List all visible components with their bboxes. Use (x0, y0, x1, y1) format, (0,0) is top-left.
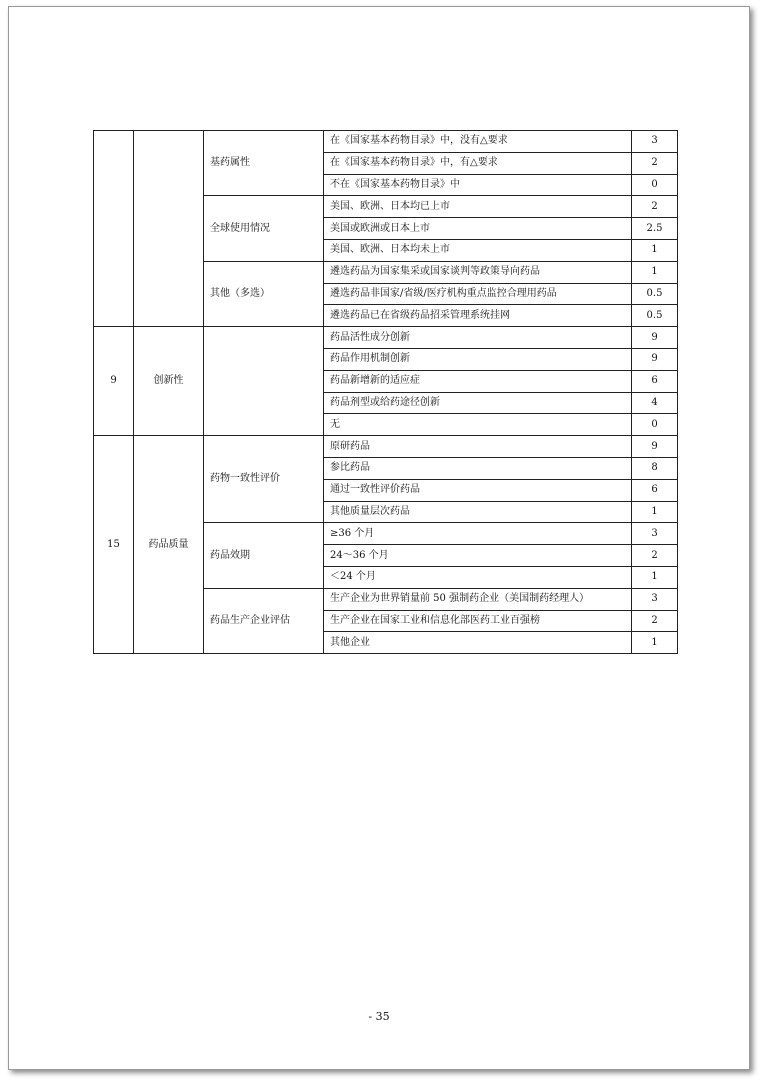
table-row (94, 131, 678, 153)
item-number-cell (94, 131, 134, 327)
score-cell: 1 (632, 261, 678, 283)
indicator-name-cell: 药品质量 (134, 436, 204, 654)
document-page (8, 6, 750, 1070)
criterion-cell: 药品剂型或给药途径创新 (324, 392, 632, 414)
score-cell: 3 (632, 523, 678, 545)
sub-indicator-cell (204, 327, 324, 436)
score-cell: 8 (632, 457, 678, 479)
score-cell: 0 (632, 414, 678, 436)
score-cell: 9 (632, 348, 678, 370)
criterion-cell: 药品作用机制创新 (324, 348, 632, 370)
table-row (94, 327, 678, 349)
indicator-name-cell: 创新性 (134, 327, 204, 436)
score-cell: 0 (632, 174, 678, 196)
criterion-cell: 无 (324, 414, 632, 436)
criterion-cell: ＜24 个月 (324, 566, 632, 588)
criterion-cell: 其他质量层次药品 (324, 501, 632, 523)
sub-indicator-cell: 全球使用情况 (204, 196, 324, 261)
score-cell: 1 (632, 501, 678, 523)
item-number-cell: 9 (94, 327, 134, 436)
score-cell: 9 (632, 327, 678, 349)
score-cell: 1 (632, 632, 678, 654)
sub-indicator-cell: 药品效期 (204, 523, 324, 588)
evaluation-table (93, 130, 678, 654)
score-cell: 2 (632, 610, 678, 632)
score-cell: 3 (632, 131, 678, 153)
criterion-cell: 生产企业在国家工业和信息化部医药工业百强榜 (324, 610, 632, 632)
score-cell: 2 (632, 152, 678, 174)
criterion-cell: 参比药品 (324, 457, 632, 479)
criterion-cell: 不在《国家基本药物目录》中 (324, 174, 632, 196)
score-cell: 2 (632, 196, 678, 218)
sub-indicator-cell: 其他（多选） (204, 261, 324, 326)
criterion-cell: ≥36 个月 (324, 523, 632, 545)
item-number-cell: 15 (94, 436, 134, 654)
score-cell: 3 (632, 588, 678, 610)
indicator-name-cell (134, 131, 204, 327)
criterion-cell: 遴选药品为国家集采或国家谈判等政策导向药品 (324, 261, 632, 283)
criterion-cell: 遴选药品非国家/省级/医疗机构重点监控合理用药品 (324, 283, 632, 305)
sub-indicator-cell: 基药属性 (204, 131, 324, 196)
criterion-cell: 遴选药品已在省级药品招采管理系统挂网 (324, 305, 632, 327)
criterion-cell: 原研药品 (324, 436, 632, 458)
criterion-cell: 药品新增新的适应症 (324, 370, 632, 392)
score-cell: 9 (632, 436, 678, 458)
score-cell: 6 (632, 479, 678, 501)
criterion-cell: 美国、欧洲、日本均已上市 (324, 196, 632, 218)
score-cell: 4 (632, 392, 678, 414)
score-cell: 0.5 (632, 305, 678, 327)
sub-indicator-cell: 药品生产企业评估 (204, 588, 324, 653)
score-cell: 6 (632, 370, 678, 392)
table-row (94, 436, 678, 458)
page-number: - 35 (368, 1010, 390, 1023)
criterion-cell: 其他企业 (324, 632, 632, 654)
criterion-cell: 24～36 个月 (324, 545, 632, 567)
criterion-cell: 通过一致性评价药品 (324, 479, 632, 501)
score-cell: 0.5 (632, 283, 678, 305)
sub-indicator-cell: 药物一致性评价 (204, 436, 324, 523)
score-cell: 2 (632, 545, 678, 567)
criterion-cell: 生产企业为世界销量前 50 强制药企业（美国制药经理人） (324, 588, 632, 610)
criterion-cell: 药品活性成分创新 (324, 327, 632, 349)
score-cell: 2.5 (632, 218, 678, 240)
criterion-cell: 在《国家基本药物目录》中，没有△要求 (324, 131, 632, 153)
criterion-cell: 在《国家基本药物目录》中，有△要求 (324, 152, 632, 174)
criterion-cell: 美国或欧洲或日本上市 (324, 218, 632, 240)
score-cell: 1 (632, 566, 678, 588)
criterion-cell: 美国、欧洲、日本均未上市 (324, 239, 632, 261)
score-cell: 1 (632, 239, 678, 261)
